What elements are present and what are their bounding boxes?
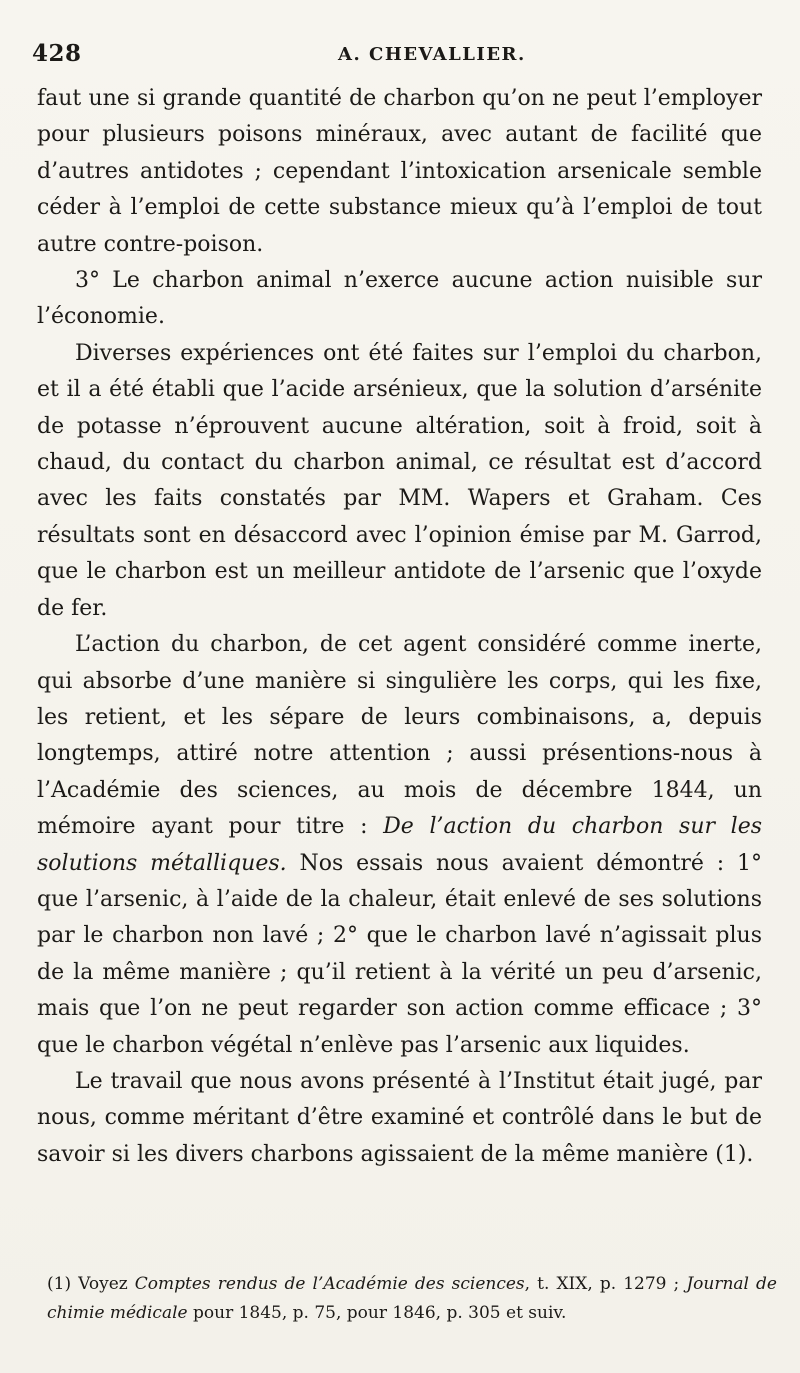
running-head: A. CHEVALLIER.: [338, 44, 526, 65]
footnote-marker: (1) Voyez: [47, 1274, 135, 1294]
footnote-source-2: Journal de chimie médicale: [47, 1274, 777, 1323]
paragraph-1: faut une si grande quantité de charbon qu’on ne peut l’employer pour plusieurs poisons minéraux, avec autant de facilité que d’autres antidotes ; cependant l’intoxication arsenicale semble céder à l’emploi de cette substance mieux qu’à l’emploi de tout autre contre-poison.: [37, 86, 762, 257]
page-header: [32, 40, 768, 74]
paragraph-4-text-b: Nos essais nous avaient démontré : 1° que l’arsenic, à l’aide de la chaleur, était enlevé de ses solutions par le charbon non lavé ; 2° que le charbon lavé n’agissait plus de la même manière ; qu’il retient à la vérité un peu d’arsenic, mais que l’on ne peut regarder son action comme efficace ; 3° que le charbon végétal n’enlève pas l’arsenic aux liquides.: [37, 850, 762, 1058]
footnote-text-2: pour 1845, p. 75, pour 1846, p. 305 et suiv.: [187, 1303, 567, 1323]
page-number: 428: [32, 40, 82, 67]
paragraph-2: 3° Le charbon animal n’exerce aucune action nuisible sur l’économie.: [37, 268, 762, 330]
paragraph-4-text-a: L’action du charbon, de cet agent considéré comme inerte, qui absorbe d’une manière si singulière les corps, qui les fixe, les retient, et les sépare de leurs combinaisons, a, depuis longtemps, attiré notre attention ; aussi présentions-nous à l’Académie des sciences, au mois de décembre 1844, un mémoire ayant pour titre :: [37, 632, 762, 840]
footnote-text-1: , t. XIX, p. 1279 ;: [524, 1274, 687, 1294]
memoir-title: De l’action du charbon sur les solutions métalliques.: [37, 814, 762, 876]
paragraph-4: [37, 627, 762, 1064]
footnote-1: [47, 1270, 777, 1328]
footnote: [47, 1270, 777, 1328]
paragraph-3: Diverses expériences ont été faites sur l’emploi du charbon, et il a été établi que l’acide arsénieux, que la solution d’arsénite de potasse n’éprouvent aucune altération, soit à froid, soit à chaud, du contact du charbon animal, ce résultat est d’accord avec les faits constatés par MM. Wapers et Graham. Ces résultats sont en désaccord avec l’opinion émise par M. Garrod, que le charbon est un meilleur antidote de l’arsenic que l’oxyde de fer.: [37, 340, 762, 621]
body-text: [37, 81, 762, 1173]
footnote-source-1: Comptes rendus de l’Académie des sciences: [134, 1274, 525, 1294]
paragraph-5: Le travail que nous avons présenté à l’Institut était jugé, par nous, comme méritant d’être examiné et contrôlé dans le but de savoir si les divers charbons agissaient de la même manière (1).: [37, 1068, 762, 1167]
